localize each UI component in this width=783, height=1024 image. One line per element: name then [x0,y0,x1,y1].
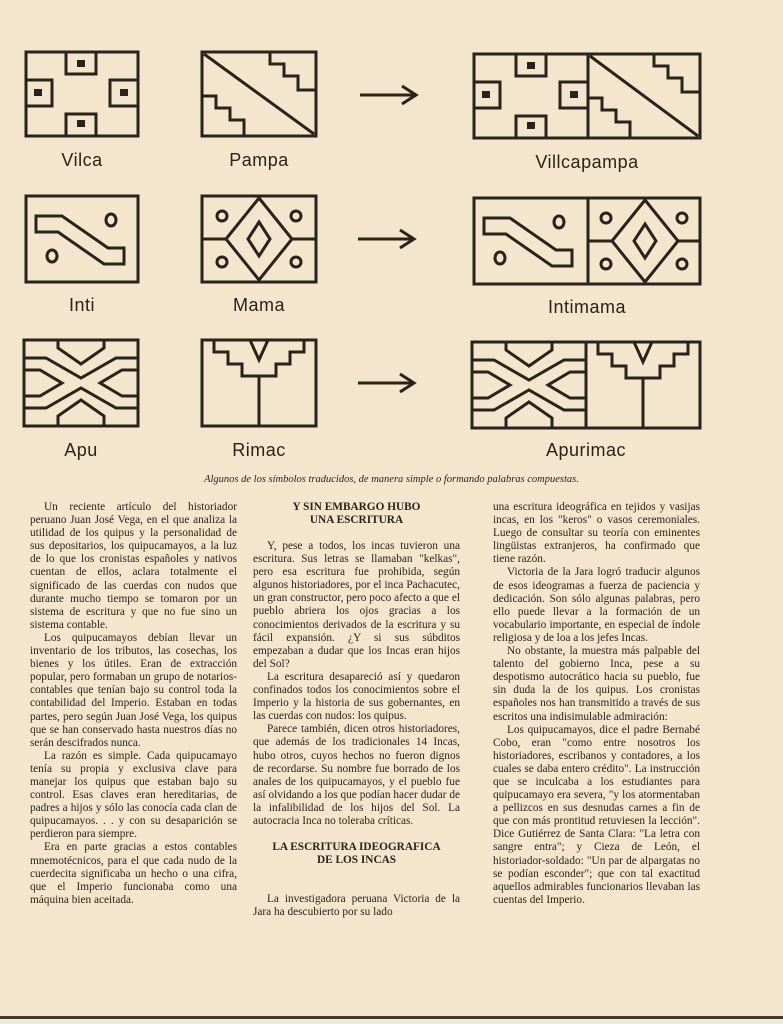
apu-label: Apu [64,440,98,460]
paragraph: Los quipucamayos, dice el padre Bernabé Cobo, eran "como entre nosotros los historiadores, escribanos y contadores, a los cuales se daba entero crédito". La instrucción que se inculcaba a los estudiantes para quipucamayo era severa, "y los atormentaban a pellizcos en sus desnudas carnes a fin de que con más prontitud retuviesen la lección". Dice Gutiérrez de Santa Clara: "La letra con sangre entra"; y Cieza de León, el historiador-soldado: "Un par de alpargatas no se podían esconder"; que con tal exactitud aquellos admirables funcionarios llevaban las cuentas del Imperio. [493,723,700,906]
apu-glyph [22,338,140,428]
apurimac-label: Apurimac [545,440,627,460]
mama-label: Mama [232,295,285,315]
intimama-label: Intimama [547,297,627,317]
inti-label: Inti [68,295,95,315]
paragraph: No obstante, la muestra más palpable del talento del gobierno Inca, pese a su despotismo autocrático hacia su pueblo, fue sin duda la de los quipus. Los cronistas españoles nos han transmitido a través de sus escritos una indisimulable admiración: [493,645,700,723]
paragraph: una escritura ideográfica en tejidos y vasijas incas, en los "keros" o vasos ceremoniales. Luego de consultar su teoría con eminentes lingüistas extranjeros, ha confirmado que tiene razón. [493,501,700,566]
apurimac-glyph [470,340,702,430]
paragraph: Y, pese a todos, los incas tuvieron una escritura. Sus letras se llamaban "kelkas", pero esa escritura fue prohibida, según algunos historiadores, por el inca Pachacutec, un gran constructor, pero poco afecto a que el pueblo abriera los ojos gracias a los conocimientos derivados de la escritura y su fácil expansión. ¿Y si sus súbditos empezaban a dudar que los Incas eran hijos del Sol? [253,540,460,670]
paragraph: La razón es simple. Cada quipucamayo tenía su propia y exclusiva clave para manejar los quipus que estaban bajo su control. Esas claves eran hereditarias, de padres a hijos y sólo las conocía cada clan de quipucamayos. . . y con su desaparición se perdieron para siempre. [30,749,237,841]
pampa-glyph [200,50,318,138]
rimac-glyph [200,338,318,428]
paragraph: Los quipucamayos debían llevar un inventario de los tributos, las cosechas, los bienes y los útiles. Eran de extracción popular, pero formaban un grupo de notarios-contables que tenían bajo su control toda la contabilidad del Imperio. Estaban en todas partes, pero según Juan José Vega, los quipus que se han conservado hasta nuestros días no serán descifrados nunca. [30,631,237,749]
vilca-glyph [24,50,140,138]
pampa-label: Pampa [229,150,289,170]
paragraph: La investigadora peruana Victoria de la Jara ha descubierto por su lado [253,893,460,919]
right-arrow-icon [358,84,420,111]
mama-glyph [200,194,318,284]
article-column-1 [30,501,237,907]
inti-glyph [24,194,140,284]
paragraph: Era en parte gracias a estos contables mnemotécnicos, para el que cada nudo de la cuerdecita significaba un hecho o una cifra, que el Imperio funcionaba como una máquina bien aceitada. [30,841,237,906]
rimac-label: Rimac [232,440,286,460]
intimama-glyph [472,196,702,286]
vilca-label: Vilca [61,150,103,170]
vilcapampa-label: Villcapampa [535,152,639,172]
article-column-3 [493,501,700,907]
right-arrow-icon [356,228,418,255]
page-bottom-rule [0,1016,783,1019]
figure-caption: Algunos de los símbolos traducidos, de manera simple o formando palabras compuestas. [204,474,579,485]
paragraph: Parece también, dicen otros historiadores, que además de los tradicionales 14 Incas, hubo otros, cuyos hechos no fueron dignos de recordarse. Su nombre fue borrado de los anales de los quipucamayos, y el pueblo fue así olvidando a los que podían hacer dudar de la infalibilidad de los hijos del Sol. La autocracia Inca no toleraba críticas. [253,723,460,827]
article-column-2 [253,501,460,919]
section-heading: Y SIN EMBARGO HUBO UNA ESCRITURA [292,501,421,526]
paragraph: La escritura desapareció así y quedaron confinados todos los conocimientos sobre el Imperio y la historia de sus gobernantes, en las cuerdas con nudos: los quipus. [253,670,460,723]
vilcapampa-glyph [472,52,702,140]
paragraph: Victoria de la Jara logró traducir algunos de esos ideogramas a fuerza de paciencia y dedicación. Son sólo algunas palabras, pero ello puede llevar a la formación de un vocabulario importante, en especial de índole religiosa y de loa a los jefes Incas. [493,566,700,644]
paragraph: Un reciente artículo del historiador peruano Juan José Vega, en el que analiza la utilidad de los quipus y la personalidad de sus depositarios, los quipucamayos, a la luz de lo que los cronistas españoles y nativos cuentan de ellos, aclara totalmente el significado de las cuerdas con nudos que durante mucho tiempo se tomaron por un sistema de escritura y que no fue sino un sistema contable. [30,501,237,631]
right-arrow-icon [356,372,418,399]
section-heading: LA ESCRITURA IDEOGRAFICA DE LOS INCAS [272,841,441,867]
